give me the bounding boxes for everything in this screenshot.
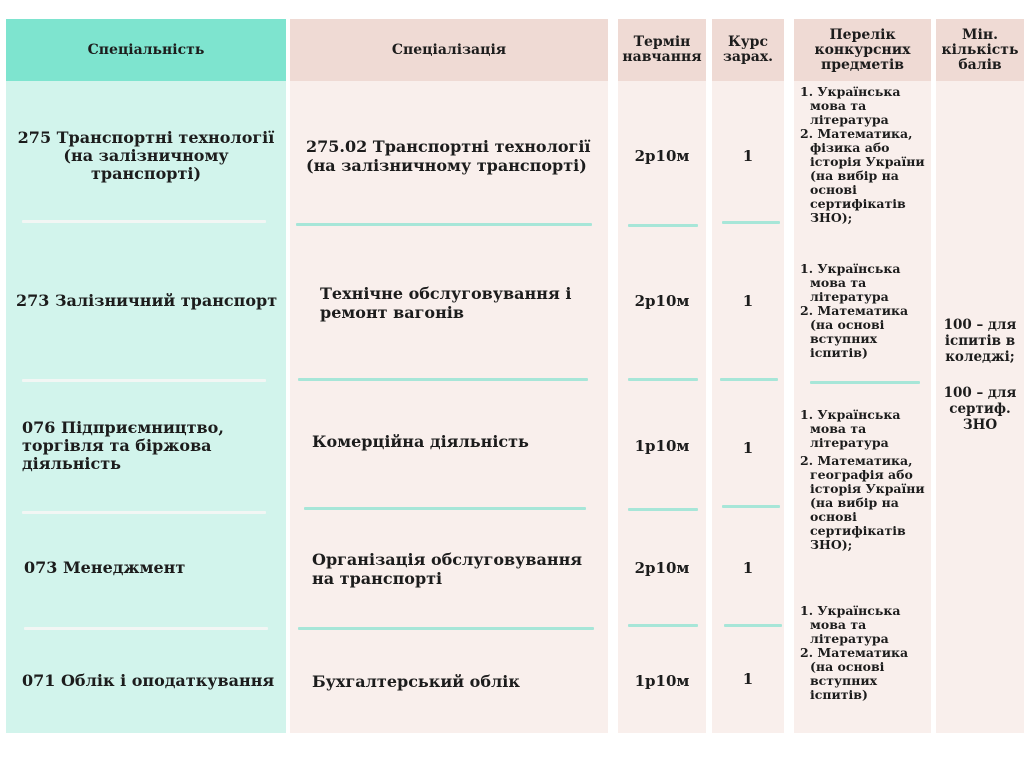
term-header: Термін навчання [618,19,706,81]
row-divider [628,224,698,227]
specialty-cell: 071 Облік і оподаткування [22,671,275,690]
row-divider [304,507,586,510]
row-divider [722,221,780,224]
specialty-body [6,81,286,733]
course-column [712,19,784,733]
row-divider [22,220,266,223]
specialization-column [290,19,608,733]
subjects-header: Перелік конкурсних предметів [794,19,931,81]
row-divider [22,511,266,514]
course-cell: 1 [742,147,754,165]
specialty-cell: 275 Транспортні технології (на залізничному транспорті) [17,128,275,183]
subjects-column [794,19,931,733]
row-divider [296,223,592,226]
term-cell: 1р10м [634,672,690,690]
row-divider [628,378,698,381]
min-score-college: 100 – для іспитів в коледжі; [943,317,1017,365]
row-divider [628,624,698,627]
term-cell: 1р10м [634,437,690,455]
row-divider [298,627,594,630]
specialization-header: Спеціалізація [290,19,608,81]
min-score-column [936,19,1024,733]
row-divider [722,505,780,508]
specialization-cell: Бухгалтерський облік [312,671,520,691]
specialty-header: Спеціальність [6,19,286,81]
specialty-cell: 073 Менеджмент [24,558,186,577]
term-cell: 2р10м [634,292,690,310]
subjects-body [794,81,931,733]
specialization-body [290,81,608,733]
subjects-list: 1. Українська мова та література 2. Математика (на основі вступних іспитів) [800,603,909,702]
course-cell: 1 [742,559,754,577]
subjects-list: 1. Українська мова та література 2. Математика, фізика або історія України (на вибір на основі сертифікатів ЗНО); [800,84,925,225]
min-score-header: Мін. кількість балів [936,19,1024,81]
course-body [712,81,784,733]
row-divider [24,627,268,630]
course-header: Курс зарах. [712,19,784,81]
term-cell: 2р10м [634,147,690,165]
min-score-zno: 100 – для сертиф. ЗНО [943,385,1017,433]
course-cell: 1 [742,439,754,457]
specialization-cell: Комерційна діяльність [312,431,529,451]
specialization-cell: Організація обслуговування на транспорті [312,550,583,588]
term-body [618,81,706,733]
specialty-column [6,19,286,733]
specialty-cell: 076 Підприємництво, торгівля та біржова діяльність [22,418,224,473]
row-divider [628,508,698,511]
term-column [618,19,706,733]
course-cell: 1 [742,292,754,310]
specialty-cell: 273 Залізничний транспорт [16,291,278,310]
row-divider [810,381,920,384]
specialization-cell: 275.02 Транспортні технології (на залізничному транспорті) [306,137,591,175]
subjects-list: 1. Українська мова та література 2. Математика (на основі вступних іспитів) [800,261,909,360]
term-cell: 2р10м [634,559,690,577]
min-score-body [936,81,1024,733]
row-divider [720,378,778,381]
row-divider [22,379,266,382]
course-cell: 1 [742,670,754,688]
row-divider [298,378,588,381]
subjects-list: 1. Українська мова та література 2. Математика, географія або історія України (на вибір на основі сертифікатів ЗНО); [800,407,925,552]
row-divider [724,624,782,627]
specialization-cell: Технічне обслуговування і ремонт вагонів [320,284,572,322]
